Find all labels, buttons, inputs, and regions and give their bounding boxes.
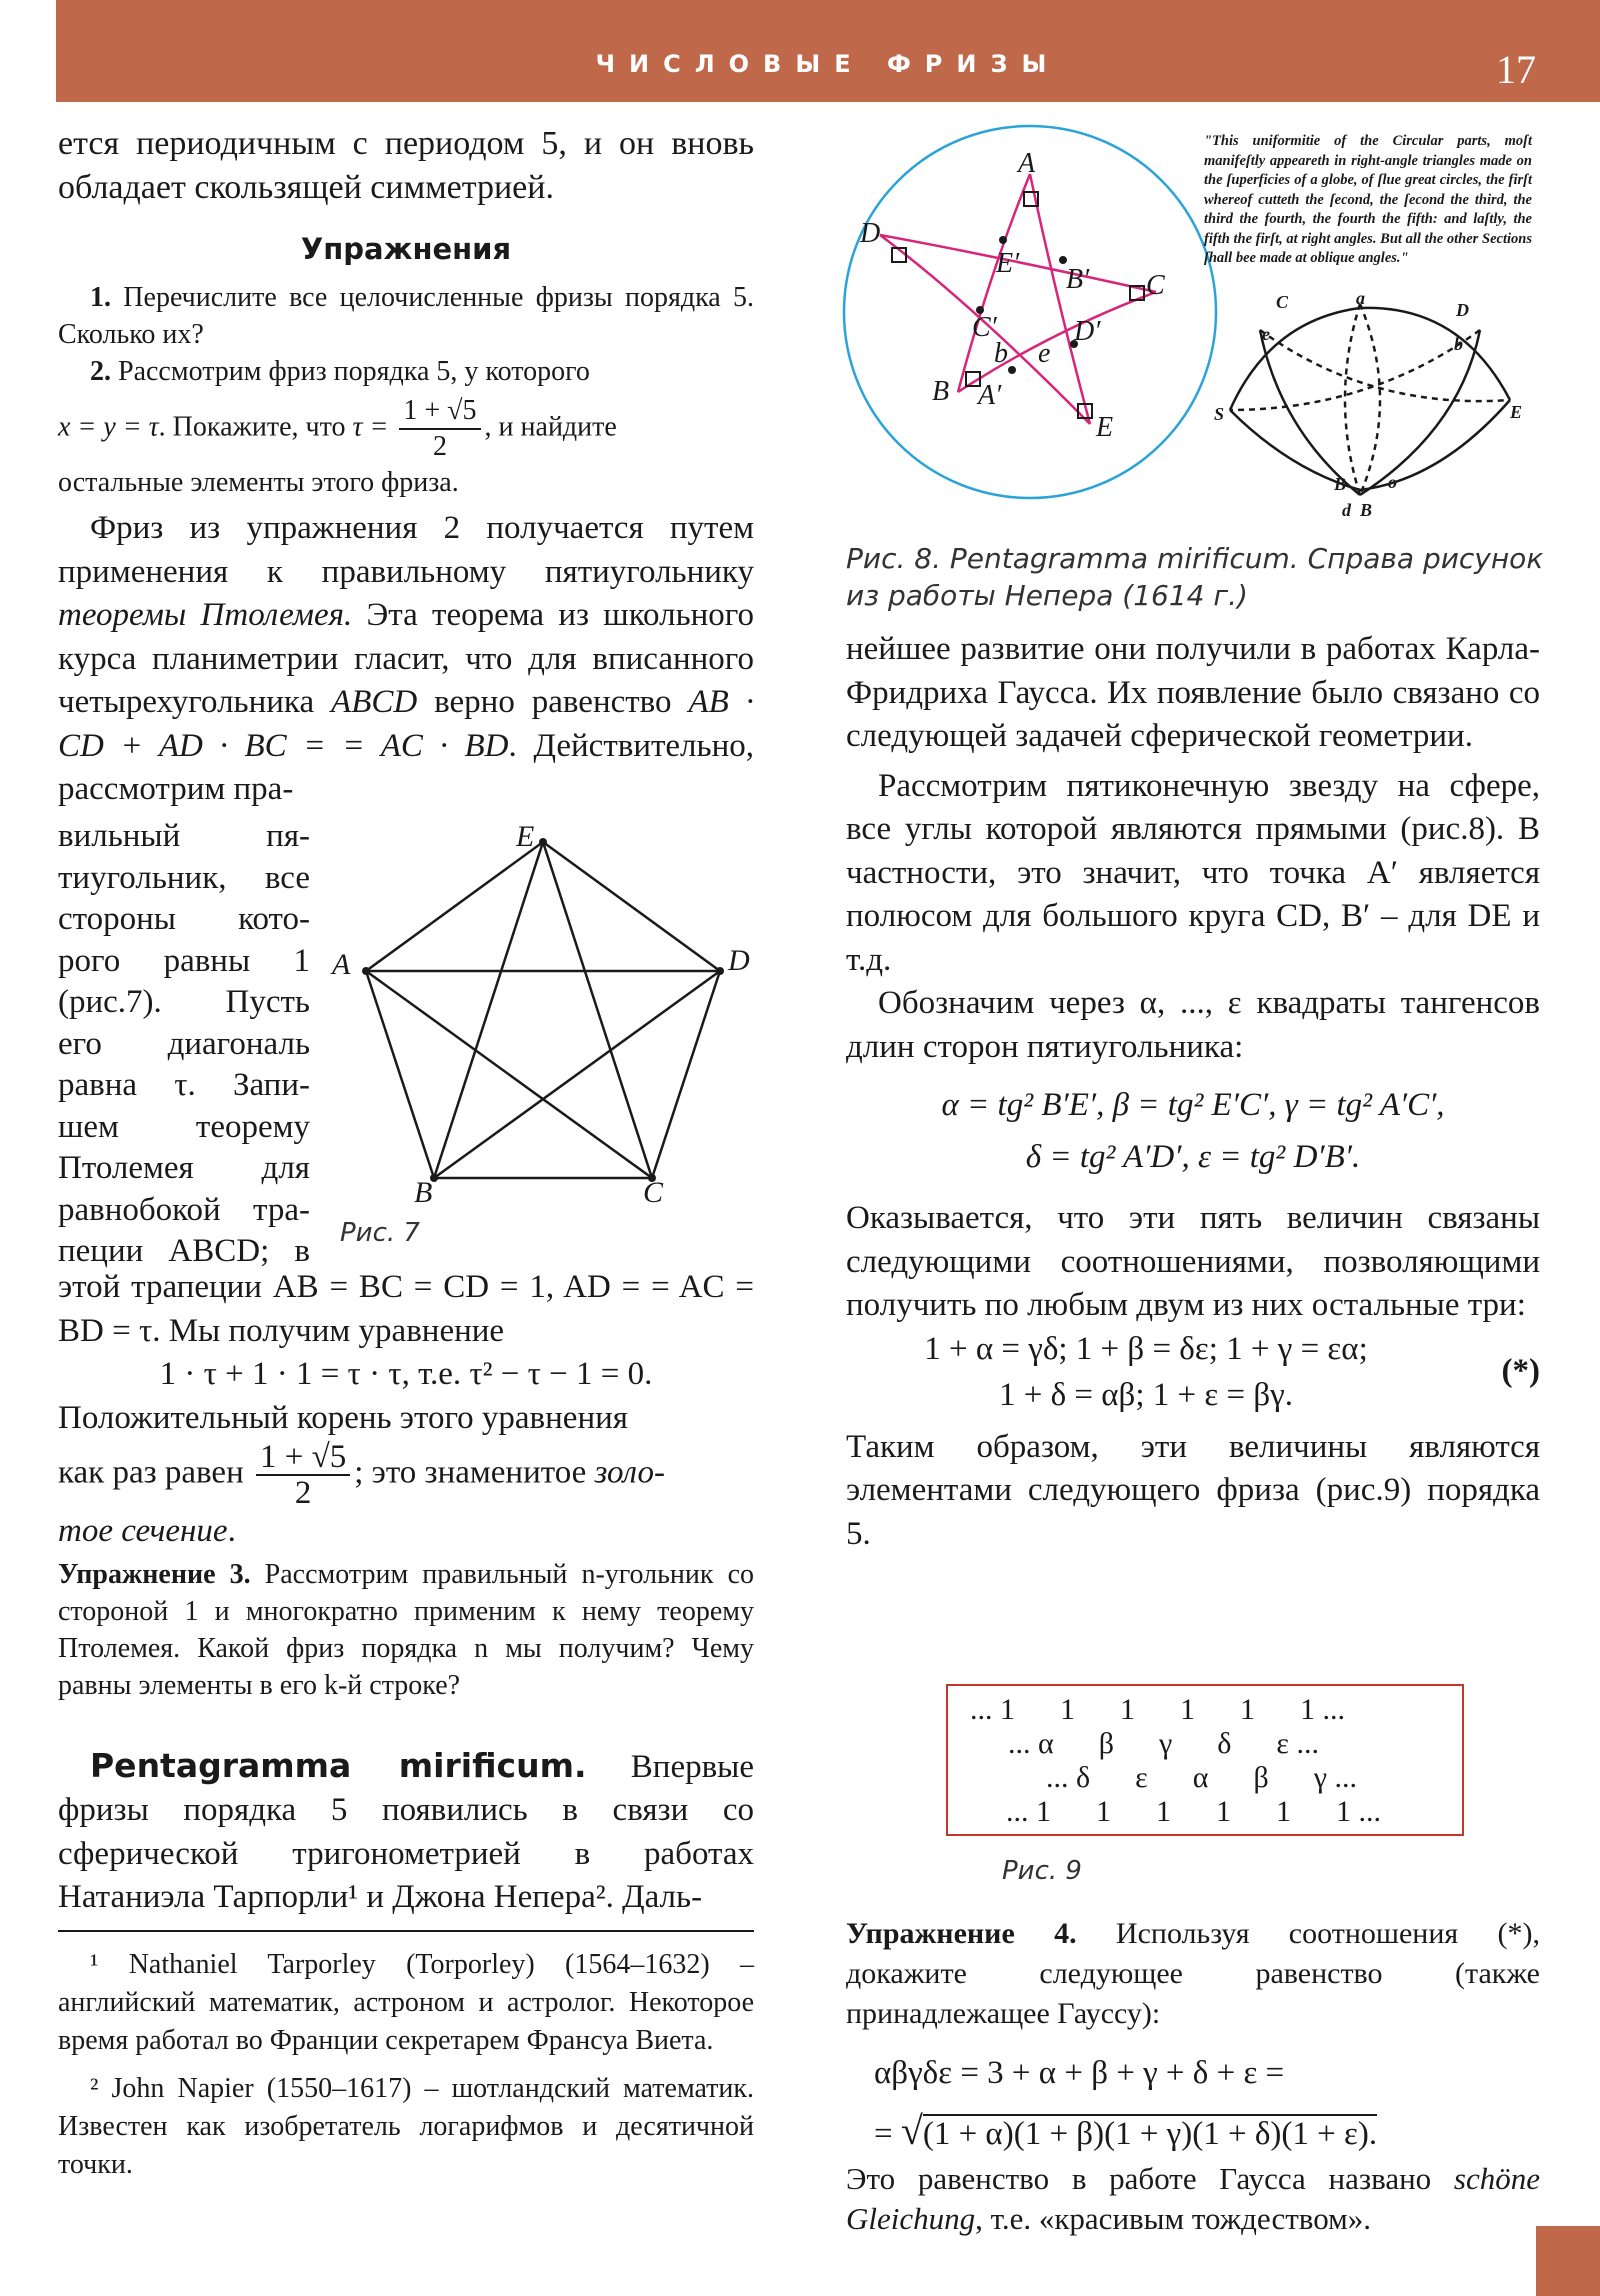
footnote-rule xyxy=(58,1930,754,1932)
root-text-b: как раз равен xyxy=(58,1454,244,1491)
ptolemy-emphasis: теоремы Птолемея. xyxy=(58,597,353,633)
exercise-1-text: Перечислите все целочисленные фризы порядка 5. Сколько их? xyxy=(58,282,754,350)
right-column xyxy=(846,628,1540,1556)
ptolemy-text-b: Эта теорема из школьного курса планиметрии гласит, что для вписанного четырехугольника xyxy=(58,597,755,720)
vertex-label-e: E xyxy=(516,820,535,853)
frac-den: 2 xyxy=(432,431,447,462)
exercise-4-label: Упражнение 4. xyxy=(846,1917,1077,1950)
napier-label: b xyxy=(1454,334,1463,354)
fig8-label-d-prime: D′ xyxy=(1074,316,1101,347)
frac-num: 1 + √5 xyxy=(399,394,480,430)
final-emphasis: schöne Gleichung xyxy=(846,2160,1540,2236)
frac-num: 1 + √5 xyxy=(256,1440,350,1476)
exercises-heading: Упражнения xyxy=(300,232,512,266)
diagonal xyxy=(543,842,652,1178)
fig8-label-b: B xyxy=(932,376,950,407)
napier-drawing xyxy=(1210,290,1530,520)
wrap-line: тиугольник, все xyxy=(58,859,310,896)
footnote-2: ² John Napier (1550–1617) – шотландский математик. Известен как изобретатель логарифмов и десятичной точки. xyxy=(58,2072,754,2180)
paragraph-trapezoid: этой трапеции AB = BC = CD = 1, AD = = AC = BD = τ. Мы получим уравнение xyxy=(58,1269,754,1349)
equation-delta-epsilon: δ = tg² A′D′, ε = tg² D′B′. xyxy=(1025,1139,1361,1175)
equation-alpha-gamma: α = tg² B′E′, β = tg² E′C′, γ = tg² A′C′, xyxy=(941,1087,1445,1123)
napier-label: E xyxy=(1510,402,1523,422)
napier-label: B xyxy=(1334,474,1347,494)
exercise-1-number: 1. xyxy=(90,282,111,313)
fig8-label-c-prime: C′ xyxy=(972,312,997,343)
exercise-2-tau: τ = xyxy=(352,411,389,443)
ptolemy-abcd: ABCD xyxy=(331,684,418,720)
napier-label: a xyxy=(1356,290,1365,308)
exercise-2-text-e: , и найдите xyxy=(484,411,617,443)
final-text-a: Это равенство в работе Гаусса названо xyxy=(846,2160,1432,2196)
paragraph-frieze: Таким образом, эти величины являются элементами следующего фриза (рис.9) порядка 5. xyxy=(846,1428,1540,1552)
ptolemy-equation: AB · CD + AD · BC = = AC · BD xyxy=(58,684,754,764)
exercise-2-text-a: Рассмотрим фриз порядка 5, у которого xyxy=(118,356,590,387)
great-circle-arc xyxy=(1030,174,1090,424)
vertex-label-a: A xyxy=(332,948,351,981)
exercise-4 xyxy=(846,1914,1540,2034)
page-number: 17 xyxy=(1496,47,1536,92)
wrap-line: рого равны 1 xyxy=(58,942,310,979)
wrap-line: стороны кото- xyxy=(58,901,310,937)
fig8-label-d: D xyxy=(860,218,881,249)
paragraph-top: ется периодичным с периодом 5, и он вновь обладает скользящей симметрией. xyxy=(58,125,754,206)
exercise-1 xyxy=(58,279,754,353)
paragraph-pentagramma xyxy=(58,1744,754,1920)
exercise-4-eq-1: αβγδε = 3 + α + β + γ + δ + ε = xyxy=(874,2055,1285,2091)
vertex-label-b: B xyxy=(414,1176,433,1209)
pentagramma-title: Pentagramma mirificum. xyxy=(90,1745,587,1785)
wrap-line: его диагональ xyxy=(58,1025,310,1062)
napier-label: D xyxy=(1456,300,1469,320)
figure-7-pentagon xyxy=(330,812,750,1232)
paragraph-tangents: Обозначим через α, ..., ε квадраты тангенсов длин сторон пятиугольника: xyxy=(846,985,1540,1065)
napier-label: C xyxy=(1276,292,1289,312)
exercise-4-block xyxy=(846,1914,1540,2239)
figure-8-pentagramma xyxy=(840,122,1220,502)
ptolemy-text-c: верно равенство xyxy=(434,684,672,720)
relations-line-2: 1 + δ = αβ; 1 + ε = βγ. xyxy=(999,1376,1293,1413)
napier-label: B xyxy=(1360,500,1373,520)
fig8-label-c: C xyxy=(1146,270,1165,301)
vertex-label-d: D xyxy=(728,944,750,977)
exercise-4-text: Используя соотношения (*), докажите следующее равенство (также принадлежащее Гауссу): xyxy=(846,1917,1541,2030)
golden-section-em-2: тое сечение xyxy=(58,1513,228,1549)
wrap-line: равна τ. Запи- xyxy=(58,1067,310,1103)
fig8-label-b-small: b xyxy=(994,338,1008,369)
exercise-4-eq-2 xyxy=(846,2106,1540,2159)
fig8-label-a: A xyxy=(1018,148,1036,179)
golden-section-em: золо- xyxy=(594,1454,665,1491)
page-header xyxy=(56,0,1600,102)
exercise-3-text: Рассмотрим правильный n-угольник со стороной 1 и многократно применим к нему теорему Птолемея. Какой фриз порядка n мы получим? Чему равны элементы в его k-й строке? xyxy=(58,1558,754,1701)
exercise-2-xy: x = y = τ xyxy=(58,411,159,443)
eq-sign: = xyxy=(874,2115,893,2152)
diagonal xyxy=(366,971,652,1178)
sqrt-icon: √ xyxy=(900,2107,923,2153)
sqrt-content: (1 + α)(1 + β)(1 + γ)(1 + δ)(1 + ε). xyxy=(922,2115,1378,2152)
exercise-3-label: Упражнение 3. xyxy=(58,1558,251,1590)
frieze-row: ... 1 1 1 1 1 1 ... xyxy=(1006,1795,1381,1828)
frieze-row: ... α β γ δ ε ... xyxy=(1008,1727,1319,1760)
exercise-2-number: 2. xyxy=(90,356,111,387)
paragraph-relations: Оказывается, что эти пять величин связаны следующими соотношениями, позволяющими получить по любым двум из них остальные три: xyxy=(846,1200,1540,1323)
fig8-label-b-prime: B′ xyxy=(1066,264,1090,295)
relations-line-1: 1 + α = γδ; 1 + β = δε; 1 + γ = εα; xyxy=(924,1330,1368,1367)
ptolemy-text-d: . Действительно, рассмотрим пра- xyxy=(58,727,754,807)
napier-label: o xyxy=(1388,472,1397,492)
figure-8-caption: Рис. 8. Pentagramma mirificum. Справа рисунок из работы Непера (1614 г.) xyxy=(846,542,1544,612)
napier-label: e xyxy=(1262,324,1270,344)
wrap-line: Птолемея для xyxy=(58,1150,310,1186)
fig8-label-e-small: e xyxy=(1038,338,1051,369)
frieze-row: ... δ ε α β γ ... xyxy=(1046,1761,1357,1794)
root-text-d: . xyxy=(227,1513,236,1549)
wrap-line: (рис.7). Пусть xyxy=(58,984,310,1020)
root-text-c: ; это знаменитое xyxy=(354,1454,587,1491)
ptolemy-text-a: Фриз из упражнения 2 получается путем применения к правильному пятиугольнику xyxy=(58,510,754,590)
fig8-label-e-prime: E′ xyxy=(996,248,1020,279)
left-column xyxy=(58,122,754,812)
wrap-text xyxy=(58,816,310,1273)
napier-label: d xyxy=(1342,500,1351,520)
figure-7-caption: Рис. 7 xyxy=(340,1218,420,1248)
exercise-2 xyxy=(58,353,754,390)
frieze-table xyxy=(946,1684,1464,1836)
golden-fraction-1 xyxy=(399,394,480,464)
wrap-line: шем теорему xyxy=(58,1108,310,1145)
diagonal xyxy=(434,842,543,1178)
paragraph-root-c xyxy=(58,1510,754,1554)
paragraph-ptolemy xyxy=(58,507,754,812)
wrap-line: вильный пя- xyxy=(58,818,310,854)
pentagramma-text: Впервые фризы порядка 5 появились в связи со сферической тригонометрией в работах Натаниэла Тарпорли¹ и Джона Непера². Даль- xyxy=(58,1748,754,1915)
wrap-line: пеции ABCD; в xyxy=(58,1233,310,1269)
final-text-b: , т.е. «красивым тождеством». xyxy=(975,2200,1371,2236)
wrap-line: равнобокой тра- xyxy=(58,1191,310,1228)
exercise-2-formula-line xyxy=(58,394,754,464)
paragraph-star: Рассмотрим пятиконечную звезду на сфере, все углы которой являются прямыми (рис.8). В частности, это значит, что точка A′ является полюсом для большого круга CD, B′ – для DE и т.д. xyxy=(846,767,1540,978)
frac-den: 2 xyxy=(294,1475,312,1511)
sphere-circle xyxy=(844,126,1216,498)
diagonal xyxy=(434,971,720,1178)
paragraph-gauss: нейшее развитие они получили в работах Карла-Фридриха Гаусса. Их появление было связано со следующей задачей сферической геометрии. xyxy=(846,631,1540,754)
left-column-lower xyxy=(58,1266,754,2184)
paragraph-root-a: Положительный корень этого уравнения xyxy=(58,1399,628,1436)
frieze-row: ... 1 1 1 1 1 1 ... xyxy=(970,1693,1345,1726)
relations-block xyxy=(846,1328,1540,1420)
paragraph-root-b xyxy=(58,1440,754,1510)
napier-quote: "This uniformitie of the Circular parts, moſt manifeſtly appeareth in right-angle triangles made on the ſuperficies of a globe, of ſlue great circles, the firſt whereof cutteth the ſecond, the ſecond the third, the third the fourth, the fourth the fifth: and laſtly, the fifth the firſt, at right angles. But all the other Sections ſhall bee made at oblique angles." xyxy=(1204,133,1532,266)
figure-9-caption: Рис. 9 xyxy=(1002,1856,1082,1886)
exercise-2-text-c: . Покажите, что xyxy=(158,411,346,443)
running-title: ЧИСЛОВЫЕ ФРИЗЫ xyxy=(595,50,1061,78)
corner-block xyxy=(1536,2226,1600,2296)
vertex-label-c: C xyxy=(643,1176,664,1209)
golden-fraction-2 xyxy=(256,1440,350,1510)
fig8-label-e: E xyxy=(1096,412,1114,443)
napier-label: S xyxy=(1214,404,1225,424)
exercise-2-end: остальные элементы этого фриза. xyxy=(58,467,459,498)
fig8-label-a-prime: A′ xyxy=(978,380,1002,411)
equation-tau: 1 · τ + 1 · 1 = τ · τ, т.е. τ² − τ − 1 = 0. xyxy=(159,1356,653,1392)
footnote-1: ¹ Nathaniel Tarporley (Torporley) (1564–1632) – английский математик, астроном и астролог. Некоторое время работал во Франции секретарем Франсуа Виета. xyxy=(58,1948,754,2056)
relations-tag: (*) xyxy=(1501,1352,1540,1389)
exercise-3 xyxy=(58,1556,754,1704)
paragraph-final xyxy=(846,2159,1540,2239)
